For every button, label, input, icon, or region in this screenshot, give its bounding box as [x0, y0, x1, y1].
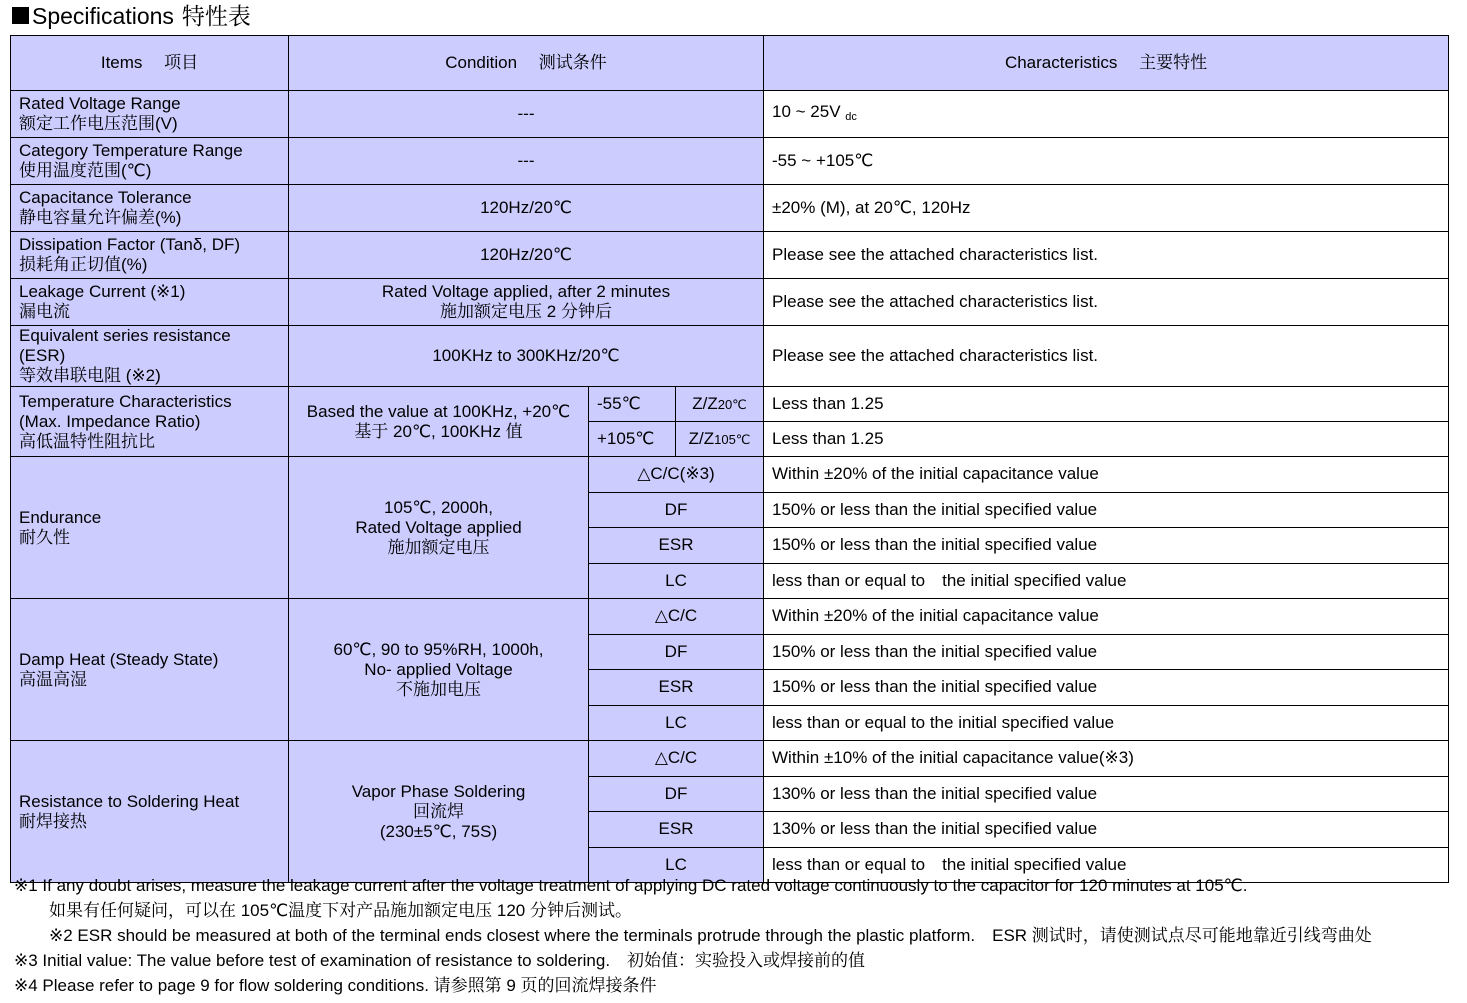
parameter-cell: △C/C: [589, 741, 764, 777]
characteristic-cell: ±20% (M), at 20℃, 120Hz: [764, 185, 1449, 232]
parameter-cell: △C/C: [589, 599, 764, 635]
condition-cell: Based the value at 100KHz, +20℃ 基于 20℃, 100KHz 值: [289, 387, 589, 457]
specifications-table: [10, 35, 1449, 883]
footnote-3: ※3 Initial value: The value before test of examination of resistance to soldering. 初始值：实验投入或焊接前的值: [14, 951, 866, 970]
table-row: [11, 91, 1449, 138]
ratio-cell: Z/Z105℃: [676, 422, 764, 457]
parameter-cell: ESR: [589, 528, 764, 564]
item-cell: Dissipation Factor (Tanδ, DF) 损耗角正切值(%): [11, 232, 289, 279]
table-row: [11, 326, 1449, 387]
condition-cell: Vapor Phase Soldering 回流焊 (230±5℃, 75S): [289, 741, 589, 883]
header-characteristics: Characteristics 主要特性: [764, 36, 1449, 91]
item-cell: Endurance 耐久性: [11, 457, 289, 599]
table-row: [11, 138, 1449, 185]
condition-cell: Rated Voltage applied, after 2 minutes 施加额定电压 2 分钟后: [289, 279, 764, 326]
heading-title-en: Specifications: [32, 3, 174, 29]
characteristic-cell: Within ±20% of the initial capacitance value: [764, 599, 1449, 635]
header-items: Items 项目: [11, 36, 289, 91]
condition-cell: ---: [289, 138, 764, 185]
characteristic-cell: 130% or less than the initial specified value: [764, 776, 1449, 812]
characteristic-cell: Within ±20% of the initial capacitance value: [764, 457, 1449, 493]
parameter-cell: ESR: [589, 812, 764, 848]
heading-title-cn: 特性表: [181, 3, 251, 29]
characteristic-cell: 150% or less than the initial specified value: [764, 528, 1449, 564]
table-row: [11, 387, 1449, 422]
table-row: [11, 232, 1449, 279]
table-header-row: [11, 36, 1449, 91]
condition-cell: 120Hz/20℃: [289, 232, 764, 279]
characteristic-cell: 150% or less than the initial specified value: [764, 492, 1449, 528]
footnotes: [14, 873, 1459, 998]
condition-cell: 60℃, 90 to 95%RH, 1000h, No- applied Voltage 不施加电压: [289, 599, 589, 741]
section-heading: [12, 2, 251, 30]
parameter-cell: LC: [589, 847, 764, 883]
table-row: [11, 741, 1449, 777]
table-row: [11, 457, 1449, 493]
table-row: [11, 599, 1449, 635]
parameter-cell: LC: [589, 705, 764, 741]
characteristic-cell: Less than 1.25: [764, 387, 1449, 422]
table-row: [11, 185, 1449, 232]
footnote-1-en: ※1 If any doubt arises, measure the leakage current after the voltage treatment of applying DC rated voltage continuously to the capacitor for 120 minutes at 105℃.: [14, 876, 1248, 895]
characteristic-cell: -55 ~ +105℃: [764, 138, 1449, 185]
square-bullet-icon: [12, 7, 29, 24]
characteristic-cell: Please see the attached characteristics list.: [764, 326, 1449, 387]
characteristic-cell: Please see the attached characteristics list.: [764, 232, 1449, 279]
condition-cell: 100KHz to 300KHz/20℃: [289, 326, 764, 387]
characteristic-cell: less than or equal to the initial specified value: [764, 705, 1449, 741]
table-row: [11, 279, 1449, 326]
item-cell: Resistance to Soldering Heat 耐焊接热: [11, 741, 289, 883]
footnote-4: ※4 Please refer to page 9 for flow soldering conditions. 请参照第 9 页的回流焊接条件: [14, 976, 657, 995]
footnote-1-cn: 如果有任何疑问，可以在 105℃温度下对产品施加额定电压 120 分钟后测试。: [49, 901, 632, 920]
characteristic-cell: 150% or less than the initial specified value: [764, 634, 1449, 670]
parameter-cell: DF: [589, 634, 764, 670]
item-cell: Rated Voltage Range 额定工作电压范围(V): [11, 91, 289, 138]
item-cell: Equivalent series resistance (ESR) 等效串联电阻 (※2): [11, 326, 289, 387]
temperature-cell: +105℃: [589, 422, 676, 457]
characteristic-cell: 130% or less than the initial specified value: [764, 812, 1449, 848]
characteristic-cell: less than or equal to the initial specified value: [764, 563, 1449, 599]
characteristic-cell: Within ±10% of the initial capacitance value(※3): [764, 741, 1449, 777]
parameter-cell: DF: [589, 492, 764, 528]
header-condition: Condition 测试条件: [289, 36, 764, 91]
parameter-cell: ESR: [589, 670, 764, 706]
item-cell: Damp Heat (Steady State) 高温高湿: [11, 599, 289, 741]
condition-cell: 120Hz/20℃: [289, 185, 764, 232]
condition-cell: ---: [289, 91, 764, 138]
characteristic-cell: less than or equal to the initial specified value: [764, 847, 1449, 883]
ratio-cell: Z/Z20℃: [676, 387, 764, 422]
temperature-cell: -55℃: [589, 387, 676, 422]
characteristic-cell: Less than 1.25: [764, 422, 1449, 457]
condition-cell: 105℃, 2000h, Rated Voltage applied 施加额定电压: [289, 457, 589, 599]
characteristic-cell: 10 ~ 25V $_{dc}$: [764, 91, 1449, 138]
footnote-2: ※2 ESR should be measured at both of the terminal ends closest where the terminals protrude through the plastic platform. ESR 测试时，请使测试点尽可能地靠近引线弯曲处: [49, 926, 1372, 945]
characteristic-cell: Please see the attached characteristics list.: [764, 279, 1449, 326]
item-cell: Leakage Current (※1) 漏电流: [11, 279, 289, 326]
characteristic-cell: 150% or less than the initial specified value: [764, 670, 1449, 706]
item-cell: Capacitance Tolerance 静电容量允许偏差(%): [11, 185, 289, 232]
item-cell: Temperature Characteristics (Max. Impedance Ratio) 高低温特性阻抗比: [11, 387, 289, 457]
parameter-cell: △C/C(※3): [589, 457, 764, 493]
item-cell: Category Temperature Range 使用温度范围(℃): [11, 138, 289, 185]
parameter-cell: DF: [589, 776, 764, 812]
parameter-cell: LC: [589, 563, 764, 599]
